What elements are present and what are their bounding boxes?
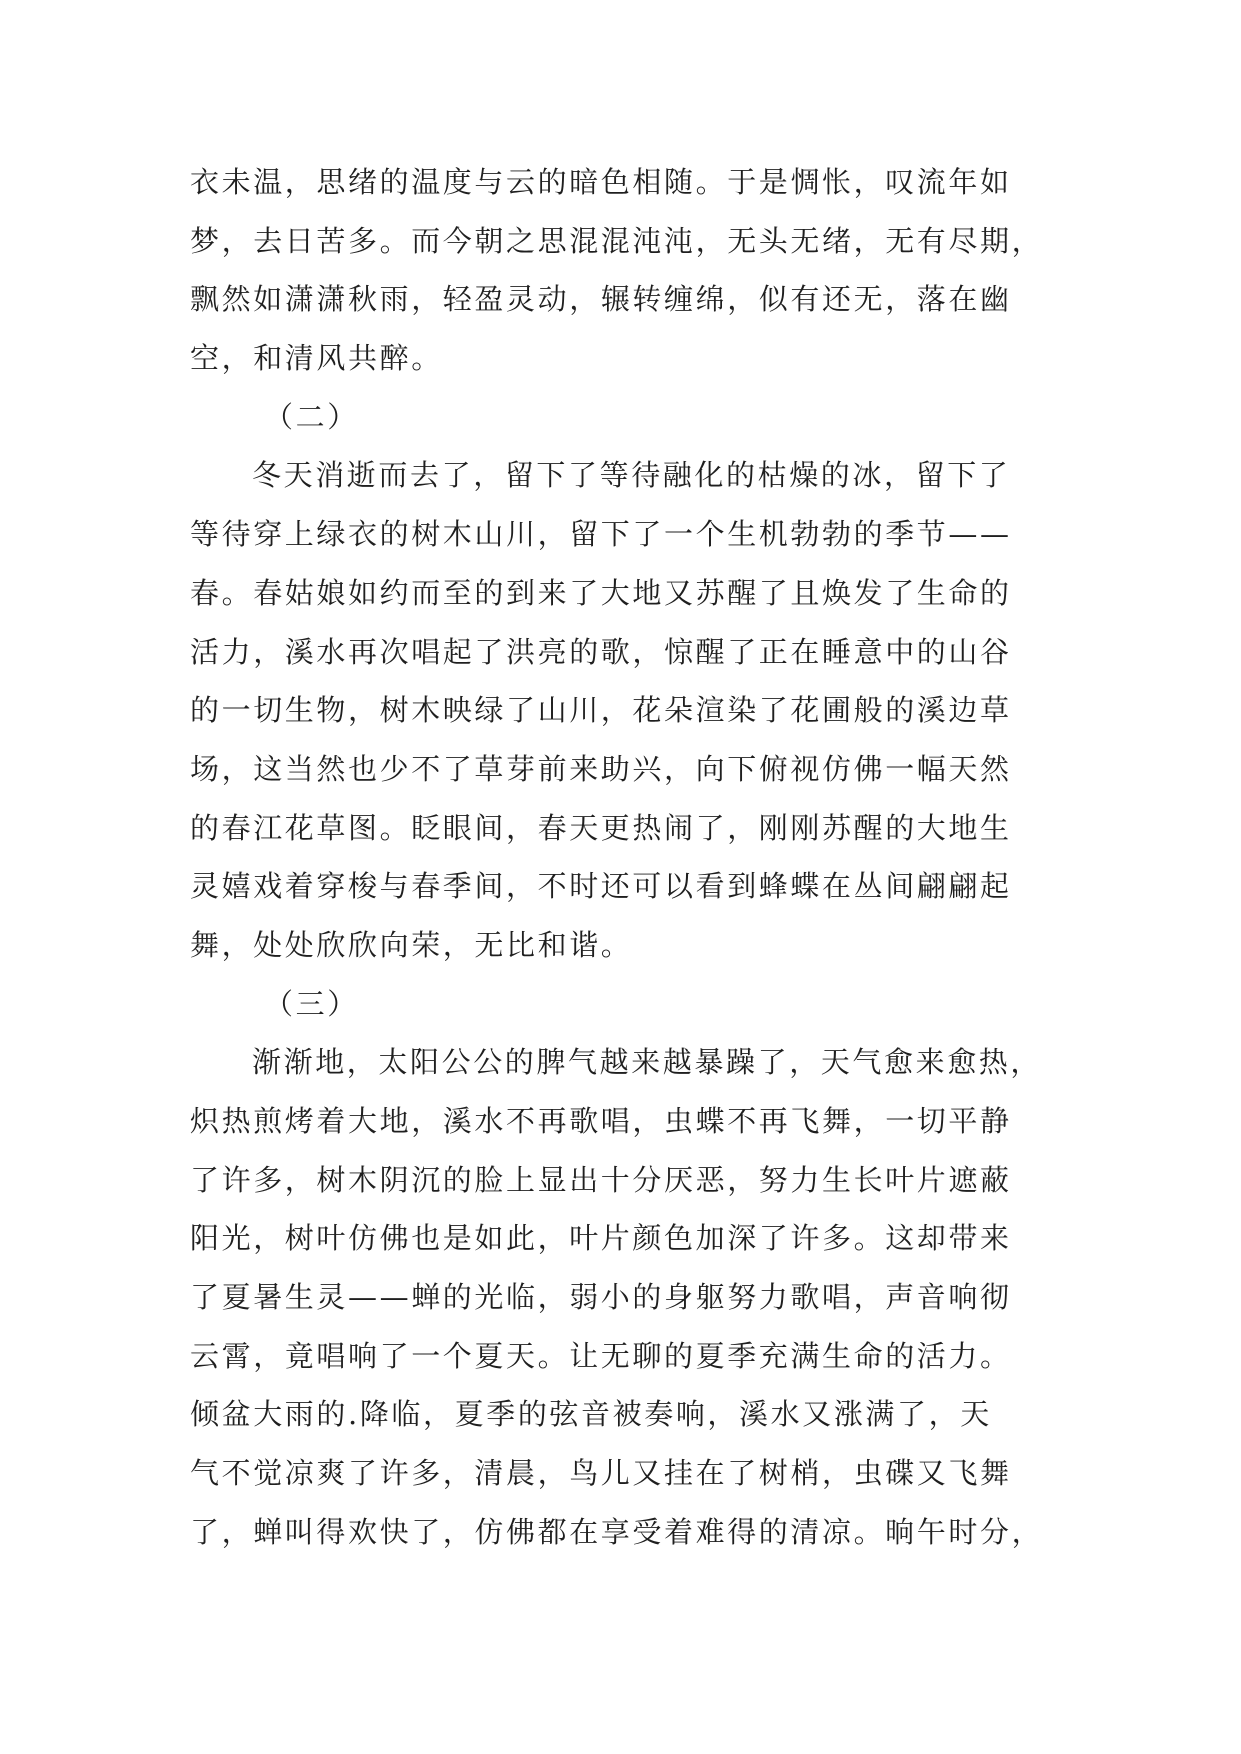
text-line: 渐渐地，太阳公公的脾气越来越暴躁了，天气愈来愈热， [252,1045,1043,1080]
text-line: 气不觉凉爽了许多，清晨，鸟儿又挂在了树梢，虫碟又飞舞 [190,1456,1012,1491]
text-line: 冬天消逝而去了，留下了等待融化的枯燥的冰，留下了 [252,458,1011,493]
text-line: 舞，处处欣欣向荣，无比和谐。 [190,927,633,962]
document-body [190,153,1052,1562]
text-line: 炽热煎烤着大地，溪水不再歌唱，虫蝶不再飞舞，一切平静 [190,1104,1012,1138]
text-line: 了，蝉叫得欢快了，仿佛都在享受着难得的清凉。晌午时分， [190,1514,1044,1549]
text-line: 飘然如潇潇秋雨，轻盈灵动，辗转缠绵，似有还无，落在幽 [190,282,1012,317]
section-heading-3: （三） [264,986,359,1021]
text-line: 的春江花草图。眨眼间，春天更热闹了，刚刚苏醒的大地生 [190,810,1012,845]
text-line: 倾盆大雨的.降临，夏季的弦音被奏响，溪水又涨满了，天 [190,1397,992,1432]
text-line: 场，这当然也少不了草芽前来助兴，向下俯视仿佛一幅天然 [190,751,1012,786]
text-line: 了许多，树木阴沉的脸上显出十分厌恶，努力生长叶片遮蔽 [190,1162,1012,1197]
text-line: 灵嬉戏着穿梭与春季间，不时还可以看到蜂蝶在丛间翩翩起 [190,869,1012,904]
text-line: 了夏暑生灵——蝉的光临，弱小的身躯努力歌唱，声音响彻 [190,1280,1012,1315]
text-line: 衣未温，思绪的温度与云的暗色相随。于是惆怅，叹流年如 [190,165,1012,199]
text-line: 的一切生物，树木映绿了山川，花朵渲染了花圃般的溪边草 [190,693,1012,728]
text-line: 空，和清风共醉。 [190,341,443,376]
text-line: 梦，去日苦多。而今朝之思混混沌沌，无头无绪，无有尽期， [190,223,1044,258]
section-2 [190,446,1052,974]
text-line: 春。春姑娘如约而至的到来了大地又苏醒了且焕发了生命的 [190,575,1012,610]
section-3 [190,1033,1052,1561]
section-heading-2: （二） [264,399,359,434]
text-line: 云霄，竟唱响了一个夏天。让无聊的夏季充满生命的活力。 [190,1338,1012,1373]
text-line: 等待穿上绿衣的树木山川，留下了一个生机勃勃的季节—— [190,517,1012,552]
section-1-tail [190,153,1052,388]
text-line: 活力，溪水再次唱起了洪亮的歌，惊醒了正在睡意中的山谷 [190,634,1012,669]
text-line: 阳光，树叶仿佛也是如此，叶片颜色加深了许多。这却带来 [190,1221,1012,1256]
